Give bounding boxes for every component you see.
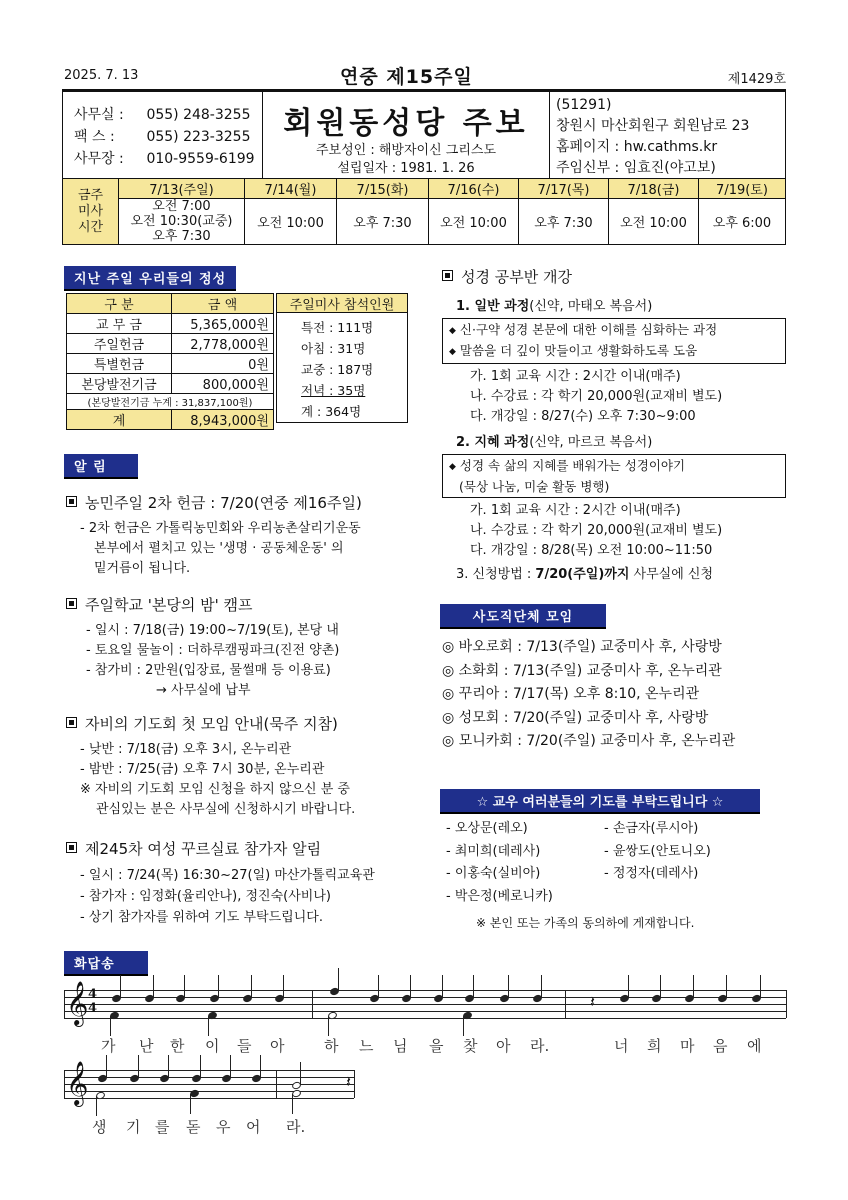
lyric-syllable: 을 [429, 1037, 444, 1055]
course-description-box: ◆ 성경 속 삶의 지혜를 배워가는 성경이야기 (묵상 나눔, 미술 활동 병행) [442, 454, 786, 498]
bar-line [64, 1070, 65, 1098]
mass-time: 오전 10:00 [245, 199, 337, 245]
bar-line [276, 1070, 277, 1098]
attendance-item: 저녁 : 35명 [301, 383, 366, 398]
list-item: - 정정자(데레사) [604, 866, 699, 881]
lyric-syllable: 너 [614, 1037, 629, 1055]
staff-line [64, 1004, 786, 1005]
bar-line [786, 990, 787, 1018]
masthead [262, 92, 550, 180]
issue-number: 제1429호 [727, 72, 786, 87]
groups-section-header: 사도직단체 모임 [440, 604, 606, 629]
manager-phone: 010-9559-6199 [146, 151, 255, 167]
note-stem [153, 975, 154, 997]
time-signature: 4 4 [88, 987, 98, 1016]
note-stem [760, 975, 761, 997]
list-item: ◎ 성모회 : 7/20(주일) 교중미사 후, 사랑방 [442, 709, 709, 726]
office-phone: 055) 248-3255 [146, 107, 251, 123]
day-header: 7/19(토) [699, 179, 786, 199]
note-stem [300, 1062, 301, 1084]
bar-line [565, 990, 566, 1018]
note-stem [260, 1055, 261, 1077]
office-label: 사무실 : [74, 107, 124, 123]
patron-saint: 주보성인 : 해방자이신 그리스도 [315, 143, 497, 158]
table-row: 본당발전기금 800,000원 [67, 374, 274, 394]
notice-item: 제245차 여성 꾸르실료 참가자 알림 - 일시 : 7/24(목) 16:30~27(일) 마산가톨릭교육관 - 참가자 : 임정화(율리안나), 정진숙(사비나) - 상기 참가자를 위하여 기도 부탁드립니다. [66, 838, 426, 928]
note-stem [251, 975, 252, 997]
day-header: 7/16(수) [429, 179, 519, 199]
liturgical-title: 연중 제15주일 [340, 66, 473, 88]
sunday-mass-times: 오전 7:00 오전 10:30(교중) 오후 7:30 [119, 199, 245, 245]
lyric-syllable: 음 [713, 1037, 728, 1055]
manager-label: 사무장 : [74, 151, 124, 167]
note-stem [96, 1096, 97, 1116]
lyric-syllable: 느 [359, 1037, 374, 1055]
note-stem [208, 1016, 209, 1036]
treble-clef-icon: 𝄞 [66, 981, 89, 1025]
notice-item: 주일학교 '본당의 밤' 캠프 - 일시 : 7/18(금) 19:00~7/19(토), 본당 내 - 토요일 물놀이 : 더하루캠핑파크(진전 양촌) - 참가비 : 2만원(입장료, 물썰매 등 이용료) → 사무실에 납부 [66, 594, 426, 701]
notice-item: 자비의 기도회 첫 모임 안내(묵주 지참) - 낮반 : 7/18(금) 오후 3시, 온누리관 - 밤반 : 7/25(금) 오후 7시 30분, 온누리관 ※ 자비의 기도회 모임 신청을 하지 않으신 분 중 관심있는 분은 사무실에 신청하시기 바랍니다. [66, 713, 426, 820]
attendance-box [276, 293, 408, 423]
bar-line [64, 990, 65, 1018]
note-stem [168, 1055, 169, 1077]
mass-time: 오전 10:00 [429, 199, 519, 245]
lyric-syllable: 이 [205, 1037, 220, 1055]
note-stem [230, 1055, 231, 1077]
note-stem [473, 975, 474, 997]
staff-line [64, 1077, 354, 1078]
day-header: 7/13(주일) [119, 179, 245, 199]
note-stem [218, 975, 219, 997]
total-row: 계 8,943,000원 [67, 410, 274, 430]
staff-line [64, 990, 786, 991]
lyric-syllable: 어 [246, 1118, 261, 1136]
checkbox-bullet-icon [66, 598, 77, 609]
lyric-syllable: 가 [101, 1037, 116, 1055]
note-stem [338, 968, 339, 990]
list-item: - 최미희(데레사) [446, 843, 541, 859]
diamond-bullet-icon: ◆ [449, 347, 456, 357]
note-stem [463, 1016, 464, 1036]
attendance-item: 아침 : 31명 [301, 341, 366, 356]
groups-list [442, 636, 735, 754]
note-stem [628, 975, 629, 997]
attendance-item: 교중 : 187명 [301, 362, 374, 377]
note-stem [200, 1055, 201, 1077]
rest-icon: 𝄽 [346, 1072, 351, 1091]
day-header: 7/15(화) [337, 179, 429, 199]
list-item: ◎ 꾸리아 : 7/17(목) 오후 8:10, 온누리관 [442, 686, 700, 702]
pastor: 주임신부 : 임효진(야고보) [556, 160, 716, 176]
offering-section-header: 지난 주일 우리들의 정성 [64, 266, 236, 291]
street-address: 창원시 마산회원구 회원남로 23 [556, 118, 750, 134]
list-item: - 오상문(레오) [446, 821, 528, 836]
table-row: 특별헌금 0원 [67, 354, 274, 374]
staff-line [64, 1091, 354, 1092]
prayer-list-left [446, 818, 553, 908]
prayer-section-header: ☆ 교우 여러분들의 기도를 부탁드립니다 ☆ [440, 789, 760, 814]
lyric-syllable: 기 [126, 1118, 141, 1136]
mass-time: 오전 10:00 [609, 199, 699, 245]
list-item: - 윤쌍도(안토니오) [604, 843, 711, 859]
table-row: 교 무 금 5,365,000원 [67, 314, 274, 334]
psalm-section-header: 화답송 [64, 951, 148, 976]
lyric-syllable: 한 [170, 1037, 185, 1055]
list-item: ◎ 모니카회 : 7/20(주일) 교중미사 후, 온누리관 [442, 733, 736, 749]
attendance-total: 계 : 364명 [301, 404, 362, 419]
column-header: 구 분 [67, 294, 172, 314]
list-item: - 이홍숙(실비아) [446, 866, 541, 881]
attendance-header: 주일미사 참석인원 [277, 294, 407, 313]
note-stem [660, 975, 661, 997]
day-header: 7/18(금) [609, 179, 699, 199]
table-row: 주일헌금 2,778,000원 [67, 334, 274, 354]
lyric-syllable: 생 [92, 1118, 107, 1136]
bar-line [354, 1070, 355, 1098]
note-stem [110, 1016, 111, 1036]
lyric-syllable: 라. [286, 1118, 306, 1136]
staff-line [64, 1084, 354, 1085]
list-item: ◎ 바오로회 : 7/13(주일) 교중미사 후, 사랑방 [442, 639, 722, 655]
staff-line [64, 1098, 354, 1099]
note-stem [184, 975, 185, 997]
lyric-syllable: 우 [216, 1118, 231, 1136]
issue-date: 2025. 7. 13 [64, 68, 139, 83]
notice-item: 농민주일 2차 헌금 : 7/20(연중 제16주일) - 2차 헌금은 가톨릭농민회와 우리농촌살리기운동 본부에서 펼치고 있는 '생명 · 공동체운동' 의 밑거름이 됩니다. [66, 492, 426, 579]
fax-number: 055) 223-3255 [146, 129, 251, 145]
address-block [556, 95, 749, 179]
bible-study-section: 성경 공부반 개강 1. 일반 과정(신약, 마태오 복음서) ◆ 신·구약 성경 본문에 대한 이해를 심화하는 과정 ◆ 말씀을 더 깊이 맛들이고 생활화하도록 도움 가. 1회 교육 시간 : 2시간 이내(매주) 나. 수강료 : 각 학기 20,000원(교재비 별도) 다. 개강일 : 8/27(수) 오후 7:30~9:00 2. 지혜 과정(신약, 마르코 복음서) ◆ 성경 속 삶의 지혜를 배워가는 성경이야기 (묵상 나눔, 미술 활동 병행) 가. 1회 교육 시간 : 2시간 이내(매주) 나. 수강료 : 각 학기 20,000원(교재비 별도) 다. 개강일 : 8/28(목) 오전 10:00~11:50 3. 신청방법 : 7/20(주일)까지 사무실에 신청 [442, 266, 786, 582]
staff-line [64, 1011, 786, 1012]
attendance-item: 특전 : 111명 [301, 320, 374, 335]
mass-label: 금주 미사 시간 [63, 179, 119, 245]
day-header: 7/17(목) [519, 179, 609, 199]
lyric-syllable: 들 [237, 1037, 252, 1055]
lyric-syllable: 라. [530, 1037, 550, 1055]
note-stem [726, 975, 727, 997]
lyric-syllable: 아 [270, 1037, 285, 1055]
course-description-box: ◆ 신·구약 성경 본문에 대한 이해를 심화하는 과정 ◆ 말씀을 더 깊이 맛들이고 생활화하도록 도움 [442, 318, 786, 364]
prayer-list-right [604, 818, 711, 886]
building-fund-total: (본당발전기금 누계 : 31,837,100원) [67, 394, 274, 410]
bulletin-name: 회원동성당 주보 [283, 106, 529, 141]
lyric-syllable: 에 [747, 1037, 762, 1055]
checkbox-bullet-icon [66, 496, 77, 507]
mass-time: 오후 6:00 [699, 199, 786, 245]
note-stem [508, 975, 509, 997]
note-stem [378, 975, 379, 997]
staff-line [64, 1070, 354, 1071]
lyric-syllable: 님 [393, 1037, 408, 1055]
column-header: 금 액 [172, 294, 274, 314]
checkbox-bullet-icon [442, 270, 453, 281]
day-header: 7/14(월) [245, 179, 337, 199]
bar-line [312, 990, 313, 1018]
lyric-syllable: 희 [647, 1037, 662, 1055]
note-stem [328, 1016, 329, 1036]
note-stem [292, 1094, 293, 1114]
homepage: 홈페이지 : hw.cathms.kr [556, 139, 718, 155]
list-item: ◎ 소화회 : 7/13(주일) 교중미사 후, 온누리관 [442, 662, 722, 679]
fax-label: 팩 스 : [74, 129, 115, 145]
note-stem [442, 975, 443, 997]
staff-line [64, 1018, 786, 1019]
mass-schedule-table [62, 178, 786, 245]
note-stem [410, 975, 411, 997]
zip-code: (51291) [556, 97, 612, 113]
lyric-syllable: 찾 [463, 1037, 478, 1055]
diamond-bullet-icon: ◆ [449, 462, 456, 472]
checkbox-bullet-icon [66, 842, 77, 853]
note-stem [106, 1055, 107, 1077]
note-stem [541, 975, 542, 997]
diamond-bullet-icon: ◆ [449, 326, 456, 336]
offering-table [66, 293, 274, 430]
note-stem [190, 1094, 191, 1114]
mass-time: 오후 7:30 [337, 199, 429, 245]
note-stem [138, 1055, 139, 1077]
lyric-syllable: 돋 [186, 1118, 201, 1136]
checkbox-bullet-icon [66, 717, 77, 728]
list-item: - 손금자(루시아) [604, 821, 699, 836]
rest-icon: 𝄽 [590, 992, 595, 1011]
contact-block [74, 104, 255, 170]
note-stem [283, 975, 284, 997]
notice-section-header: 알 림 [64, 454, 138, 479]
lyric-syllable: 를 [155, 1118, 170, 1136]
lyric-syllable: 아 [496, 1037, 511, 1055]
mass-time: 오후 7:30 [519, 199, 609, 245]
established-date: 설립일자 : 1981. 1. 26 [337, 161, 475, 176]
note-stem [693, 975, 694, 997]
lyric-syllable: 마 [680, 1037, 695, 1055]
note-stem [120, 975, 121, 997]
treble-clef-icon: 𝄞 [66, 1061, 89, 1105]
consent-note: ※ 본인 또는 가족의 동의하에 게재합니다. [476, 916, 695, 930]
staff-line [64, 997, 786, 998]
lyric-syllable: 난 [139, 1037, 154, 1055]
list-item: - 박은정(베로니카) [446, 888, 553, 904]
lyric-syllable: 하 [324, 1037, 339, 1055]
